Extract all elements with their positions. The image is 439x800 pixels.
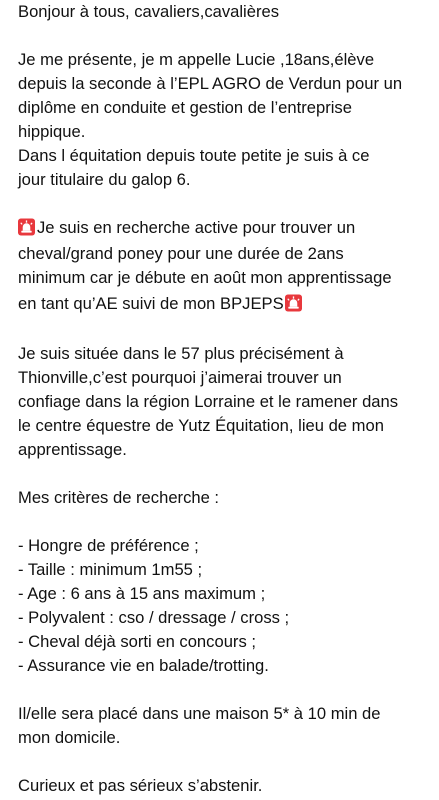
intro-line: hippique. <box>18 122 86 141</box>
paragraph-gap <box>18 24 433 48</box>
paragraph-gap <box>18 318 433 342</box>
criteria-item: - Cheval déjà sorti en concours ; <box>18 632 256 651</box>
search-line <box>18 216 433 242</box>
paragraph-gap <box>18 510 433 534</box>
location-line: Je suis située dans le 57 plus précisément à <box>18 344 344 363</box>
criteria-item: - Taille : minimum 1m55 ; <box>18 560 203 579</box>
intro-line: Je me présente, je m appelle Lucie ,18ans,élève <box>18 50 375 69</box>
paragraph-gap <box>18 750 433 774</box>
siren-icon <box>18 218 35 236</box>
criteria-item: - Age : 6 ans à 15 ans maximum ; <box>18 584 266 603</box>
search-line <box>18 292 433 318</box>
paragraph-gap <box>18 462 433 486</box>
location-line: confiage dans la région Lorraine et le ramener dans <box>18 392 399 411</box>
criteria-title: Mes critères de recherche : <box>18 488 220 507</box>
criteria-item: - Polyvalent : cso / dressage / cross ; <box>18 608 290 627</box>
intro-line: diplôme en conduite et gestion de l’entreprise <box>18 98 352 117</box>
search-line: minimum car je débute en août mon apprentissage <box>18 268 392 287</box>
criteria-item: - Hongre de préférence ; <box>18 536 199 555</box>
search-text: Je suis en recherche active pour trouver un <box>37 218 356 237</box>
siren-icon <box>285 294 302 312</box>
housing-line: Il/elle sera placé dans une maison 5* à 10 min de <box>18 704 381 723</box>
search-line: cheval/grand poney pour une durée de 2ans <box>18 244 344 263</box>
intro-line: depuis la seconde à l’EPL AGRO de Verdun pour un <box>18 74 403 93</box>
greeting-line: Bonjour à tous, cavaliers,cavalières <box>18 2 280 21</box>
intro-line: jour titulaire du galop 6. <box>18 170 191 189</box>
intro-line: Dans l équitation depuis toute petite je suis à ce <box>18 146 370 165</box>
closing-line: Curieux et pas sérieux s’abstenir. <box>18 776 263 795</box>
housing-line: mon domicile. <box>18 728 121 747</box>
criteria-item: - Assurance vie en balade/trotting. <box>18 656 269 675</box>
location-line: Thionville,c’est pourquoi j’aimerai trouver un <box>18 368 342 387</box>
location-line: apprentissage. <box>18 440 127 459</box>
paragraph-gap <box>18 192 433 216</box>
post-text <box>18 0 433 798</box>
paragraph-gap <box>18 678 433 702</box>
search-text: en tant qu’AE suivi de mon BPJEPS <box>18 294 284 313</box>
location-line: le centre équestre de Yutz Équitation, lieu de mon <box>18 416 384 435</box>
